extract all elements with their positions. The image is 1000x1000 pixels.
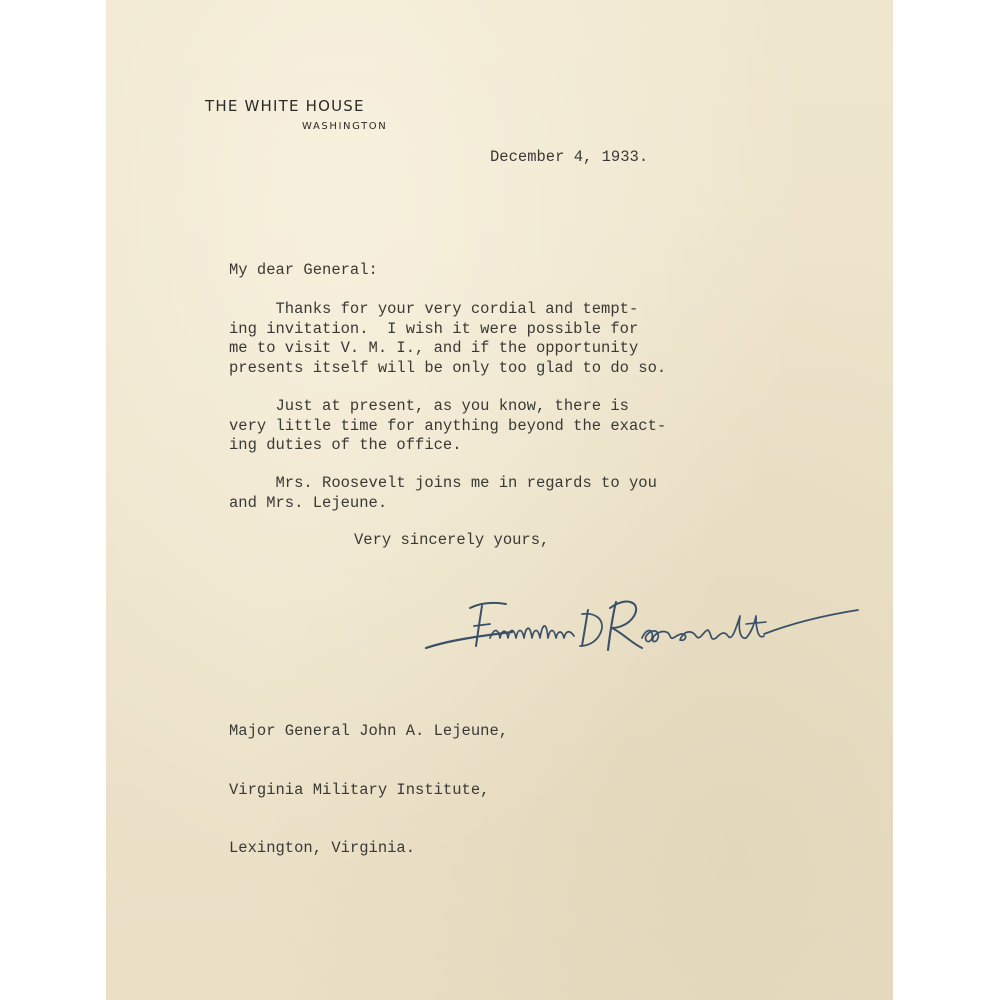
handwritten-signature [420,588,865,668]
letter-date: December 4, 1933. [490,148,649,166]
complimentary-closing: Very sincerely yours, [354,531,550,549]
letterhead-title: THE WHITE HOUSE [205,97,365,115]
letterhead-subtitle: WASHINGTON [302,121,388,132]
address-line-2: Virginia Military Institute, [229,780,490,799]
body-paragraph-3: Mrs. Roosevelt joins me in regards to you and Mrs. Lejeune. [229,474,657,512]
body-paragraph-2: Just at present, as you know, there is very little time for anything beyond the exact- ing duties of the office. [229,397,667,454]
body-paragraph-1: Thanks for your very cordial and tempt- ing invitation. I wish it were possible for me to visit V. M. I., and if the opportunity presents itself will be only too glad to do so. [229,300,667,377]
salutation: My dear General: [229,261,378,279]
address-line-3: Lexington, Virginia. [229,839,416,857]
recipient-address [229,683,508,898]
address-line-1: Major General John A. Lejeune, [229,722,509,740]
signature-icon [420,588,865,668]
